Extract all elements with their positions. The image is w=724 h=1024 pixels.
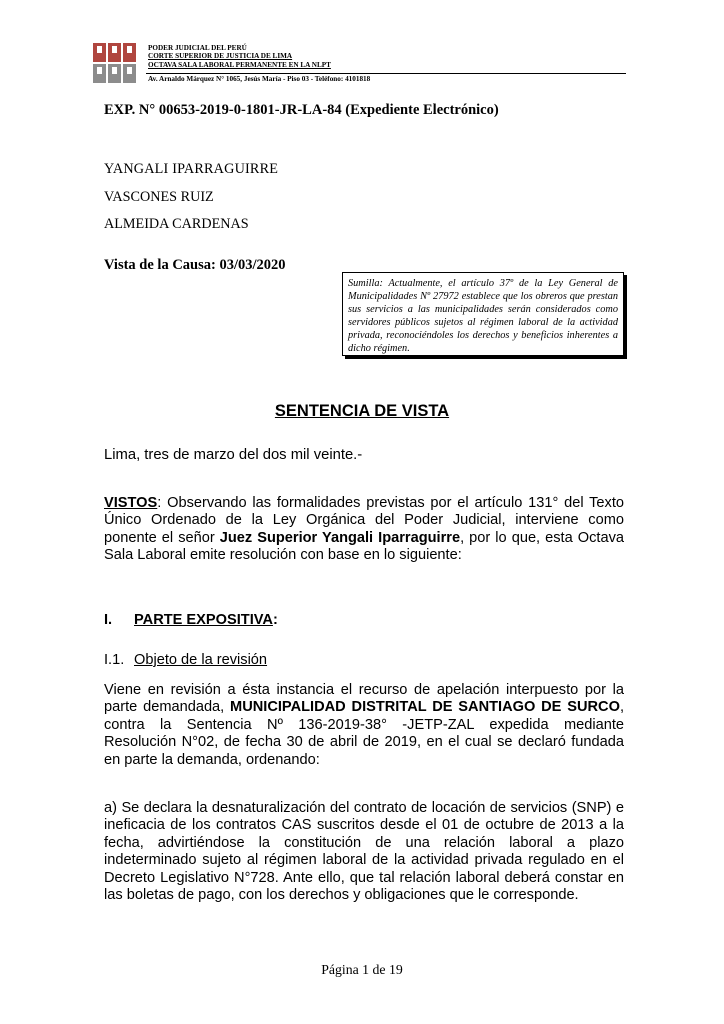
header-address: Av. Arnaldo Márquez N° 1065, Jesús María - Piso 03 - Teléfono: 4101818 [148,75,371,83]
poder-judicial-logo [92,42,138,84]
review-line-1: Viene en revisión a ésta instancia el recurso de apelación interpuesto por la [104,682,624,698]
subsection-heading: Objeto de la revisión [134,652,268,668]
hearing-date: Vista de la Causa: 03/03/2020 [104,257,286,273]
judge-ponente: YANGALI IPARRAGUIRRE [104,161,279,177]
header-court: CORTE SUPERIOR DE JUSTICIA DE LIMA [148,52,293,60]
ruling-line-1: a) Se declara la desnaturalización del contrato de locación de servicios (SNP) e [104,800,624,816]
ruling-line-4: indeterminado sujeto al régimen laboral de la actividad privada regulado en el [104,852,624,869]
header-chamber: OCTAVA SALA LABORAL PERMANENTE EN LA NLPT [148,61,331,69]
sumilla-box: Sumilla: Actualmente, el artículo 37º de la Ley General de Municipalidades Nº 27972 establece que los obreros que prestan sus servicios a las municipalidades serán considerados como servidores públicos sujetos al régimen laboral de la actividad privada, reconociéndoles los derechos y beneficios inherentes a dicho régimen. [342,272,624,356]
ponente-name: Juez Superior Yangali Iparraguirre [219,529,461,546]
ruling-line-2: ineficacia de los contratos CAS suscritos desde el 01 de octubre de 2013 a la [104,817,624,834]
header-rule [146,73,626,74]
page-number: Página 1 de 19 [321,962,403,977]
ruling-line-3: fecha, advirtiéndose la constitución de una relación laboral a plazo [104,834,624,851]
expediente-number: EXP. N° 00653-2019-0-1801-JR-LA-84 (Expediente Electrónico) [104,102,499,118]
review-line-5: en parte la demanda, ordenando: [104,751,320,768]
vistos-line-2: Único Ordenado de la Ley Orgánica del Poder Judicial, interviene como [104,512,624,529]
vistos-line-1: VISTOS: Observando las formalidades previstas por el artículo 131° del Texto [104,495,624,511]
document-title: SENTENCIA DE VISTA [274,402,450,420]
ruling-line-5: Decreto Legislativo N°728. Ante ello, que tal relación laboral deberá constar en [104,869,624,886]
vistos-line-4: Sala Laboral emite resolución con base en lo siguiente: [104,547,462,564]
vistos-line-3: ponente el señor Juez Superior Yangali Iparraguirre, por lo que, esta Octava [104,529,625,546]
review-line-4: Resolución N°02, de fecha 30 de abril de 2019, en el cual se declaró fundada [104,734,624,751]
date-line: Lima, tres de marzo del dos mil veinte.- [104,447,363,463]
defendant-name: MUNICIPALIDAD DISTRITAL DE SANTIAGO DE SURCO [230,699,620,716]
ruling-line-6: las boletas de pago, con los derechos y obligaciones que le corresponde. [104,887,579,904]
judge-second: VASCONES RUIZ [104,189,214,205]
review-line-3: contra la Sentencia Nº 136-2019-38° -JETP-ZAL expedida mediante [104,716,624,733]
section-heading: PARTE EXPOSITIVA: [134,612,278,628]
vistos-label: VISTOS [104,495,158,511]
subsection-number: I.1. [104,652,125,668]
review-paragraph [104,682,624,769]
judge-third: ALMEIDA CARDENAS [104,216,249,232]
review-line-2: parte demandada, MUNICIPALIDAD DISTRITAL DE SANTIAGO DE SURCO, [104,699,624,716]
section-number: I. [104,612,113,628]
header-institution: PODER JUDICIAL DEL PERÚ [148,44,247,52]
ruling-paragraph-a [104,800,624,904]
vistos-paragraph [104,495,624,565]
